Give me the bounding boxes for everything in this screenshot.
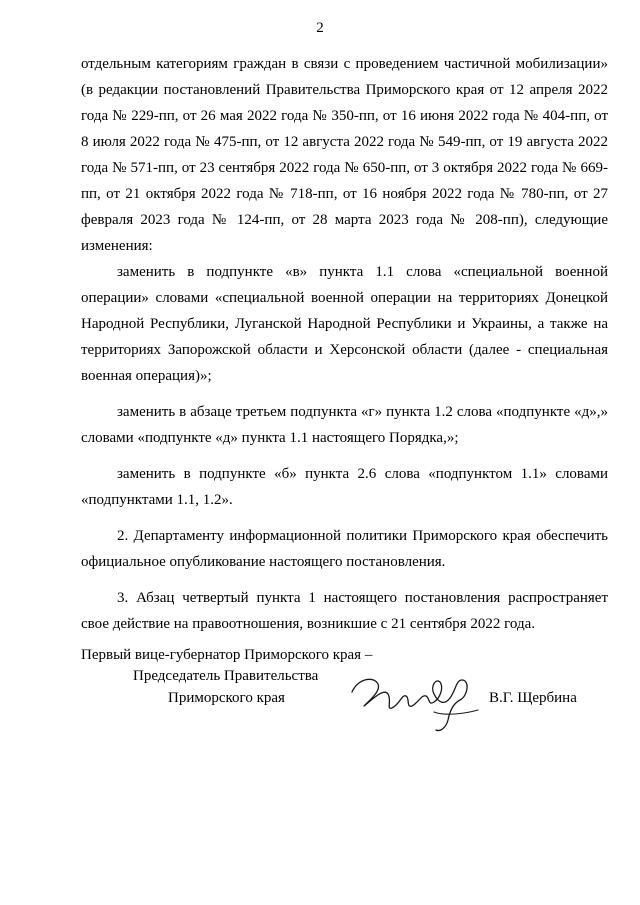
paragraph-item-2: 2. Департаменту информационной политики Приморского края обеспечить официальное опубликование настоящего постановления. xyxy=(81,528,608,570)
paragraph-intro: отдельным категориям граждан в связи с проведением частичной мобилизации» (в редакции постановлений Правительства Приморского края от 12 апреля 2022 года № 229-пп, от 26 мая 2022 года № 350-пп, от 16 июня 2022 года № 404-пп, от 8 июля 2022 года № 475-пп, от 12 августа 2022 года № 549-пп, от 19 августа 2022 года № 571-пп, от 23 сентября 2022 года № 650-пп, от 3 октября 2022 года № 669-пп, от 21 октября 2022 года № 718-пп, от 16 ноября 2022 года № 780-пп, от 27 февраля 2023 года № 124-пп, от 28 марта 2023 года № 208-пп), следующие изменения: xyxy=(81,56,608,254)
paragraph-change-1: заменить в подпункте «в» пункта 1.1 слова «специальной военной операции» словами «специальной военной операции на территориях Донецкой Народной Республики, Луганской Народной Республики и Украины, а также на территориях Запорожской области и Херсонской области (далее - специальная военная операция)»; xyxy=(81,264,608,384)
paragraph-change-2: заменить в абзаце третьем подпункта «г» пункта 1.2 слова «подпункте «д»,» словами «подпункте «д» пункта 1.1 настоящего Порядка,»; xyxy=(81,404,608,446)
signatory-name: В.Г. Щербина xyxy=(489,690,577,706)
signatory-title-line2: Председатель Правительства xyxy=(133,668,319,684)
document-body xyxy=(81,51,608,637)
signatory-title-line1: Первый вице-губернатор Приморского края – xyxy=(81,647,373,663)
paragraph-change-3: заменить в подпункте «б» пункта 2.6 слова «подпунктом 1.1» словами «подпунктами 1.1, 1.2». xyxy=(81,466,608,508)
page-number: 2 xyxy=(316,20,324,36)
signatory-title-line3: Приморского края xyxy=(168,690,285,706)
handwritten-signature xyxy=(344,660,484,740)
paragraph-item-3: 3. Абзац четвертый пункта 1 настоящего постановления распространяет свое действие на правоотношения, возникшие с 21 сентября 2022 года. xyxy=(81,590,608,632)
